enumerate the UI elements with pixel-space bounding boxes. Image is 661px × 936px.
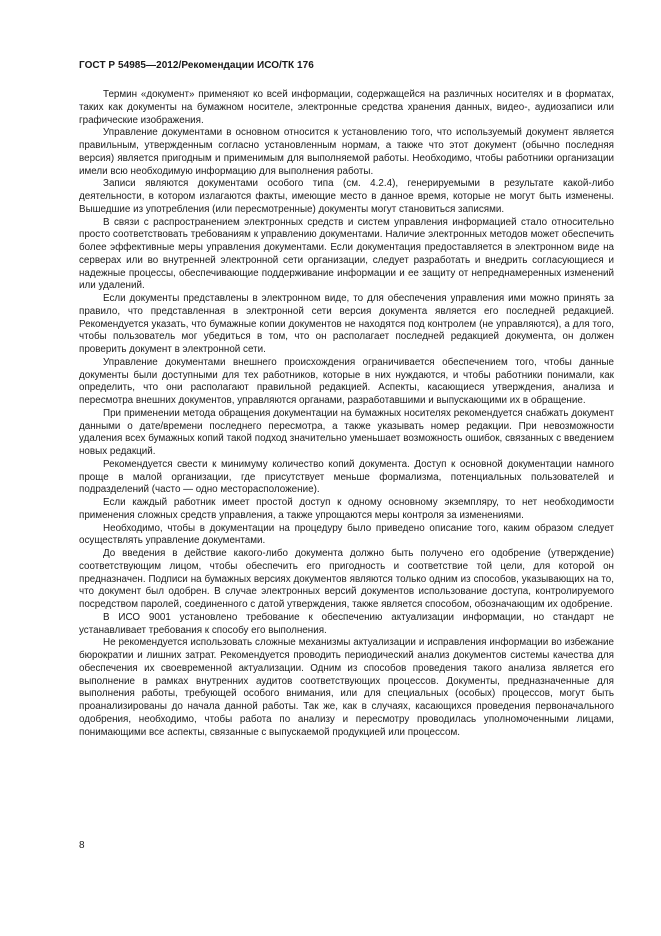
paragraph: Управление документами в основном относится к установлению того, что используемый документ является правильным, утвержденным согласно установленным нормам, а также что этот документ (обычно последняя версия) является пригодным и применимым для выполняемой работы. Необходимо, чтобы работники организации имели всю необходимую информацию для выполнения работы.	[79, 127, 614, 177]
paragraph: При применении метода обращения документации на бумажных носителях рекомендуется снабжать документ данными о дате/времени последнего пересмотра, а также указывать номер редакции. При невозможности удаления всех бумажных копий такой подход значительно уменьшает возможность ошибок, связанных с введением новых редакций.	[79, 407, 614, 457]
paragraph: Необходимо, чтобы в документации на процедуру было приведено описание того, каким образом следует осуществлять управление документами.	[79, 522, 614, 547]
paragraph: Термин «документ» применяют ко всей информации, содержащейся на различных носителях и в форматах, таких как документы на бумажном носителе, электронные средства хранения данных, видео-, аудиозаписи или графические изображения.	[79, 89, 614, 126]
paragraph: Если каждый работник имеет простой доступ к одному основному экземпляру, то нет необходимости применения сложных средств управления, а также упрощаются меры контроля за изменениями.	[79, 497, 614, 521]
page-header: ГОСТ Р 54985—2012/Рекомендации ИСО/ТК 176	[79, 60, 314, 71]
paragraph: Управление документами внешнего происхождения ограничивается обеспечением того, чтобы данные документы были доступными для тех работников, которые в них нуждаются, и чтобы работники понимали, как определить, что они располагают правильной редакцией. Аспекты, касающиеся утверждения, анализа и пересмотра внешних документов, управляются органами, разработавшими и выпускающими их в обращение.	[79, 356, 614, 406]
paragraph: До введения в действие какого-либо документа должно быть получено его одобрение (утверждение) соответствующим лицом, чтобы обеспечить его пригодность и соответствие той цели, для которой он предназначен. Подписи на бумажных версиях документов являются только одним из способов, указывающих на то, что документ был одобрен. В случае электронных версий документов использование доступа, контролируемого посредством паролей, соединенного с датой утверждения, также является способом, обозначающим их одобрение.	[79, 548, 614, 610]
paragraph: Рекомендуется свести к минимуму количество копий документа. Доступ к основной документации намного проще в малой организации, где присутствует меньше формализма, потенциальных пользователей и подразделений (часто — одно месторасположение).	[79, 458, 614, 496]
document-body	[79, 89, 614, 739]
paragraph: В ИСО 9001 установлено требование к обеспечению актуализации информации, но стандарт не устанавливает требования к способу его выполнения.	[79, 611, 614, 636]
page-number: 8	[79, 840, 85, 851]
paragraph: В связи с распространением электронных средств и систем управления информацией стало относительно просто соответствовать требованиям к управлению документами. Наличие электронных методов может обеспечить более эффективные меры управления документами. Если документация предоставляется в электронном виде на серверах или во внутренней электронной сети организации, следует разработать и внедрить согласующиеся и надежные процессы, обеспечивающие поддерживание информации и ее защиту от непреднамеренных изменений или удалений.	[79, 216, 614, 292]
paragraph: Не рекомендуется использовать сложные механизмы актуализации и исправления информации во избежание бюрократии и лишних затрат. Рекомендуется проводить периодический анализ документов системы качества для обеспечения их своевременной актуализации. Одним из способов проведения такого анализа является его выполнение в рамках внутренних аудитов соответствующих процессов. Документы, предназначенные для выполнения работы, требующей особого внимания, или для специальных (особых) процессов, могут быть проанализированы до начала данной работы. Так же, как в случаях, касающихся проведения первоначального одобрения, необходимо, чтобы работа по анализу и пересмотру проводилась уполномоченными лицами, понимающими все аспекты, связанные с выпускаемой продукцией или процессом.	[79, 637, 614, 738]
paragraph: Записи являются документами особого типа (см. 4.2.4), генерируемыми в результате какой-либо деятельности, в котором излагаются факты, имеющие место в данное время, которые не могут быть изменены. Вышедшие из употребления (или пересмотренные) документы могут становиться записями.	[79, 178, 614, 215]
paragraph: Если документы представлены в электронном виде, то для обеспечения управления ими можно принять за правило, что представленная в электронной сети версия документа является его последней редакцией. Рекомендуется указать, что бумажные копии документов не находятся под контролем (не управляются), а для того, чтобы пользователь мог убедиться в том, что он располагает последней редакцией документа, он должен проверить документ в электронной сети.	[79, 293, 614, 355]
